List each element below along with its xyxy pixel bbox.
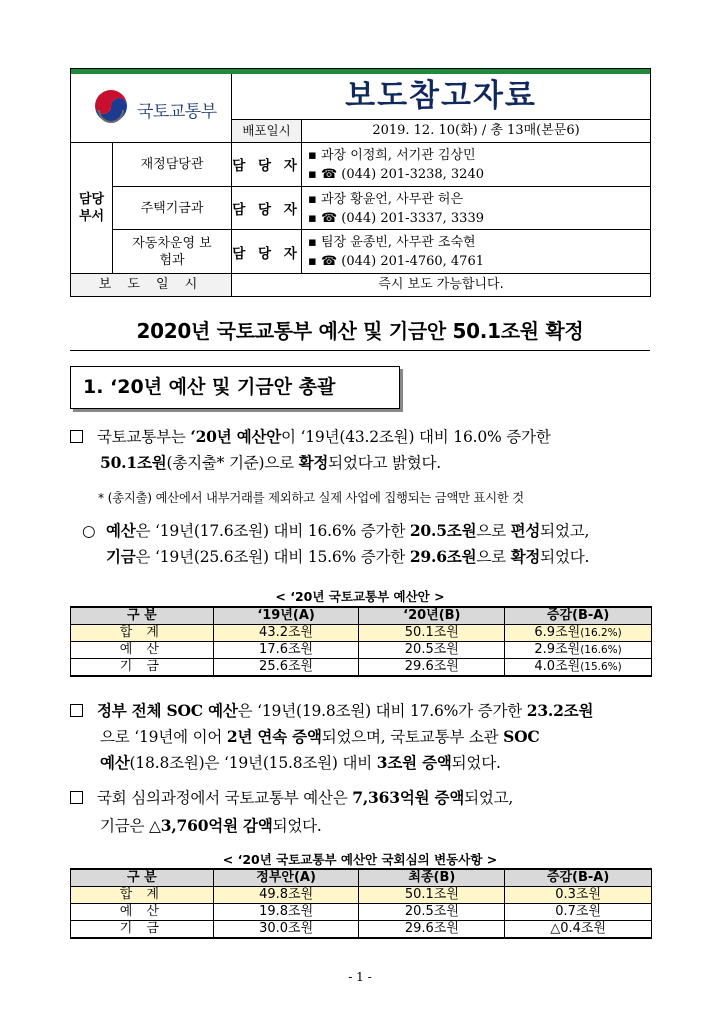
paragraph-soc: 정부 전체 SOC 예산은 ‘19년(19.8조원) 대비 17.6%가 증가한 23.2조원 으로 ‘19년에 이어 2년 연속 증액되었으며, 국토교통부 소관 SOC 예산(18.8조원)은 ‘19년(15.8조원) 대비 3조원 증액되었다. <box>70 698 593 776</box>
paragraph-assembly: 국회 심의과정에서 국토교통부 예산은 7,363억원 증액되었고, 기금은 △3,760억원 감액되었다. <box>70 785 513 839</box>
contact-info: ▪ 과장 황윤언, 사무관 허은 ▪ ☎ (044) 201-3337, 3339 <box>308 191 484 226</box>
table-row: 합 계 49.8조원 50.1조원 0.3조원 <box>71 887 652 904</box>
table-row: 예 산 17.6조원 20.5조원 2.9조원(16.6%) <box>71 642 652 659</box>
release-time-label: 보 도 일 시 <box>71 274 232 296</box>
dept-name: 자동차운영 보험과 <box>113 230 232 273</box>
owner-label: 담 당 자 <box>232 143 302 186</box>
ministry-logo-cell <box>71 74 232 143</box>
distribution-label: 배포일시 <box>232 120 302 143</box>
contact-row <box>113 187 650 231</box>
table-row: 합 계 43.2조원 50.1조원 6.9조원(16.2%) <box>71 625 652 642</box>
table-header-row: 구 분 정부안(A) 최종(B) 증감(B-A) <box>71 869 652 887</box>
checkbox-bullet-icon <box>70 430 83 443</box>
contact-info: ▪ 팀장 윤종빈, 사무관 조숙현 ▪ ☎ (044) 201-4760, 4761 <box>308 235 484 270</box>
responsible-dept-label: 담당 부서 <box>71 143 113 274</box>
page-number: - 1 - <box>348 970 372 984</box>
doc-type-title: 보도참고자료 <box>232 74 650 120</box>
paragraph-budget-fund: ○ 예산은 ‘19년(17.6조원) 대비 16.6% 증가한 20.5조원으로 편성되었고, 기금은 ‘19년(25.6조원) 대비 15.6% 증가한 29.6조원으로 확정되었다. <box>82 521 590 566</box>
checkbox-bullet-icon <box>70 704 83 717</box>
owner-label: 담 당 자 <box>232 230 302 273</box>
contact-row <box>113 230 650 274</box>
contact-row <box>113 143 650 187</box>
assembly-change-table <box>70 868 652 939</box>
table-row: 기 금 25.6조원 29.6조원 4.0조원(15.6%) <box>71 659 652 677</box>
owner-label: 담 당 자 <box>232 187 302 230</box>
press-header <box>70 68 651 297</box>
paragraph-overview: 국토교통부는 ‘20년 예산안이 ‘19년(43.2조원) 대비 16.0% 증가한 50.1조원(총지출* 기준)으로 확정되었다고 밝혔다. <box>70 424 551 476</box>
table-row: 기 금 30.0조원 29.6조원 △0.4조원 <box>71 921 652 939</box>
dept-name: 주택기금과 <box>113 187 232 230</box>
dept-name: 재정담당관 <box>113 143 232 186</box>
ministry-name: 국토교통부 <box>137 102 217 122</box>
distribution-value: 2019. 12. 10(화) / 총 13매(본문6) <box>302 120 650 143</box>
table-row: 예 산 19.8조원 20.5조원 0.7조원 <box>71 904 652 921</box>
budget-table <box>70 606 652 677</box>
page-title: 2020년 국토교통부 예산 및 기금안 50.1조원 확정 <box>136 319 584 343</box>
footnote: * (총지출) 예산에서 내부거래를 제외하고 실제 사업에 집행되는 금액만 표시한 것 <box>98 491 524 505</box>
release-time-value: 즉시 보도 가능합니다. <box>378 277 504 292</box>
table-caption: < ‘20년 국토교통부 예산안 > <box>275 589 445 604</box>
contact-info: ▪ 과장 이정희, 서기관 김상민 ▪ ☎ (044) 201-3238, 3240 <box>308 148 484 182</box>
section-heading: 1. ‘20년 예산 및 기금안 총괄 <box>70 366 400 409</box>
checkbox-bullet-icon <box>70 791 83 804</box>
table-header-row: 구 분 ‘19년(A) ‘20년(B) 증감(B-A) <box>71 607 652 625</box>
title-divider <box>70 350 650 351</box>
table-caption: < ‘20년 국토교통부 예산안 국회심의 변동사항 > <box>222 852 498 867</box>
ministry-emblem-icon <box>91 86 131 126</box>
